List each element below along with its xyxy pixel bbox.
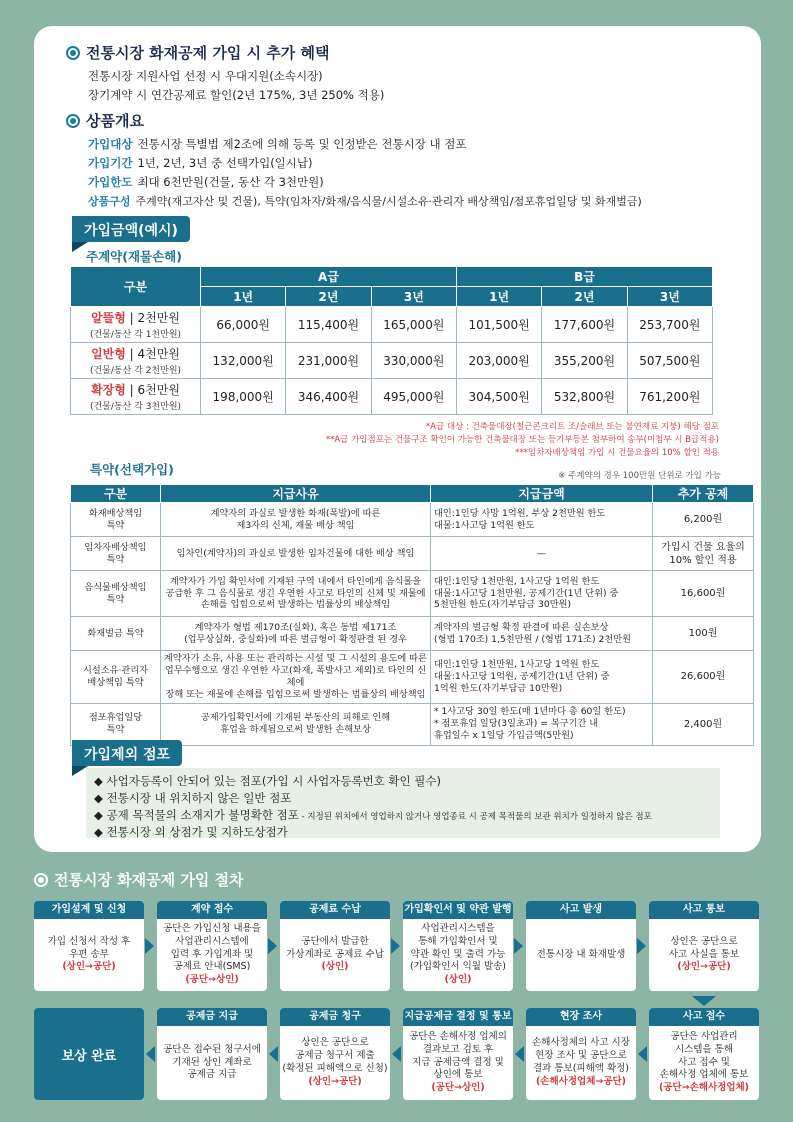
- step-body: [280, 1026, 390, 1100]
- benefits-title: 전통시장 화재공제 가입 시 추가 혜택: [66, 42, 329, 63]
- arrow-icon: [692, 996, 716, 1006]
- process-step: [526, 1008, 636, 1100]
- main-contract-title: 주계약(재물손해): [86, 249, 182, 264]
- rider-reason: 계약자가 소유, 사용 또는 관리하는 시설 및 그 시설의 용도에 따른 업무수행으로 생긴 우연한 사고(화재, 폭발사고 제외)로 타인의 신체에 장해 또는 재물에 손해를 입힘으로써 발생하는 법률상의 배상책임: [161, 651, 431, 704]
- rider-amount: 26,600원: [653, 651, 754, 704]
- step-body: [403, 1026, 513, 1100]
- table-note: *A급 대상 : 건축물대장(철근콘크리트 조/슬래브 또는 불연재료 지붕) 해당 점포: [425, 422, 719, 432]
- col-year: 3년: [371, 287, 456, 307]
- rider-name: 화재벌금 특약: [71, 617, 161, 651]
- step-body: [649, 919, 759, 991]
- step-text: 전통시장 내 화재발생: [536, 948, 626, 960]
- process-title: 전통시장 화재공제 가입 절차: [34, 869, 244, 890]
- step-text: 상인은 공단으로 사고 사실을 통보: [668, 935, 740, 960]
- process-step: [280, 1008, 390, 1100]
- col-grade-a: A급: [201, 267, 457, 287]
- rider-name: 임차자배상책임 특약: [71, 537, 161, 571]
- process-step: [157, 901, 267, 991]
- table-note: **A급 가입점포는 건물구조 확인이 가능한 건축물대장 또는 등기부등본 첨부하여 송부(미첨부 시 B급적용): [325, 435, 719, 445]
- step-title: 사고 통보: [649, 901, 759, 919]
- table-note: ***임차자배상책임 가입 시 건물요율의 10% 할인 적용: [515, 448, 719, 458]
- col-year: 1년: [456, 287, 541, 307]
- rider-name: 음식물배상책임 특약: [71, 571, 161, 617]
- rider-reason: 계약자의 과실로 발생한 화재(폭발)에 따른 제3자의 신체, 재물 배상 책임: [161, 503, 431, 537]
- overview-item: 가입기간 1년, 2년, 3년 중 선택가입(일시납): [88, 156, 313, 170]
- col-year: 1년: [201, 287, 286, 307]
- step-title: 현장 조사: [526, 1008, 636, 1026]
- step-text: 손해사정체의 사고 시장 현장 조사 및 공단으로 결과 통보(피해액 확정): [532, 1037, 630, 1074]
- arrow-icon: [638, 1046, 647, 1062]
- process-step: [157, 1008, 267, 1100]
- table-row: [71, 537, 754, 571]
- process-step: [403, 901, 513, 991]
- step-body: [526, 1026, 636, 1100]
- step-text: 공단은 접수된 청구서에 기재된 상인 계좌로 공제금 지급: [163, 1043, 261, 1081]
- step-direction: (상인): [321, 961, 349, 973]
- step-text: 공단은 손해사정 업체의 결과보고 검토 후 지급 공제금액 결정 및 상인에 통보: [409, 1030, 507, 1081]
- step-title: 사고 발생: [526, 901, 636, 919]
- exclusion-item: ◆ 공제 목적물의 소재지가 불명확한 점포 - 지정된 위치에서 영업하지 않거나 영업종료 시 공제 목적물의 보관 위치가 일정하지 않은 점포: [94, 808, 652, 822]
- step-direction: (상인→공단): [677, 961, 731, 973]
- overview-title: 상품개요: [66, 110, 144, 131]
- step-text: 공단에서 발급한 가상계좌로 공제료 수납: [286, 935, 384, 960]
- bullet-icon: [66, 46, 80, 60]
- process-step: [280, 901, 390, 991]
- arrow-icon: [145, 938, 154, 954]
- step-title: 가입확인서 및 약관 발행: [403, 901, 513, 919]
- step-text: 가입 신청서 작성 후 우편 송부: [47, 935, 131, 960]
- benefit-line: 장기계약 시 연간공제료 할인(2년 175%, 3년 250% 적용): [88, 88, 385, 102]
- overview-item: 가입대상 전통시장 특별법 제2조에 의해 등록 및 인정받은 전통시장 내 점포: [88, 137, 467, 151]
- overview-item: 상품구성 주계약(재고자산 및 건물), 특약(임차자/화재/음식물/시설소유·관리자 배상책임/점포휴업일당 및 화재벌금): [88, 195, 642, 208]
- exclusion-banner: 가입제외 점포: [72, 740, 182, 766]
- exclusion-item: ◆ 전통시장 내 위치하지 않은 일반 점포: [94, 791, 292, 805]
- step-text: 공단은 사업관리 시스템을 통해 사고 접수 및 손해사정 업체에 통보: [659, 1030, 749, 1081]
- step-title: 공제료 수납: [280, 901, 390, 919]
- arrow-icon: [268, 938, 277, 954]
- arrow-icon: [515, 1046, 524, 1062]
- step-title: 가입설계 및 신청: [34, 901, 144, 919]
- table-row: [71, 617, 754, 651]
- step-direction: (손해사정업체→공단): [535, 1075, 627, 1087]
- process-step: [526, 901, 636, 991]
- table-row: 알뜰형 | 2천만원 (건물/동산 각 1천만원) 66,000원 115,400원 165,000원 101,500원 177,600원 253,700원: [71, 307, 713, 343]
- exclusion-item: ◆ 사업자등록이 안되어 있는 점포(가입 시 사업자등록번호 확인 필수): [94, 774, 442, 788]
- process-step: [649, 901, 759, 991]
- bullet-icon: [66, 114, 80, 128]
- overview-item: 가입한도 최대 6천만원(건물, 동산 각 3천만원): [88, 175, 324, 189]
- rider-pay: 대인:1인당 사망 1억원, 부상 2천만원 한도 대물:1사고당 1억원 한도: [431, 503, 653, 537]
- step-direction: (공단→상인): [431, 1082, 485, 1094]
- info-card: [34, 26, 761, 852]
- step-body: [526, 919, 636, 991]
- rider-reason: 공제가입확인서에 기재된 부동산의 피해로 인해 휴업을 하게됨으로써 발생한 손해보상: [161, 703, 431, 745]
- step-text: 공단은 가입신청 내용을 사업관리시스템에 입력 후 가입계좌 및 공제료 안내(SMS): [163, 922, 261, 973]
- col-year: 2년: [286, 287, 371, 307]
- benefit-line: 전통시장 지원사업 선정 시 우대지원(소속시장): [88, 69, 323, 83]
- step-title: 사고 접수: [649, 1008, 759, 1026]
- step-direction: (공단→손해사정업체): [658, 1082, 750, 1094]
- rider-note: ※ 주계약의 경우 100만원 단위로 가입 가능: [558, 471, 721, 481]
- rider-amount: 6,200원: [653, 503, 754, 537]
- step-text: 사업관리시스템을 통해 가입확인서 및 약관 확인 및 출력 가능 (가입확인서 익월 발송): [409, 922, 507, 973]
- rider-name: 시설소유·관리자 배상책임 특약: [71, 651, 161, 704]
- step-direction: (상인): [444, 974, 472, 986]
- step-body: [280, 919, 390, 991]
- rider-pay: 계약자의 벌금형 확정 판결에 따른 실손보상 (형법 170조) 1,5천만원 / (형법 171조) 2천만원: [431, 617, 653, 651]
- table-row: 확장형 | 6천만원 (건물/동산 각 3천만원) 198,000원 346,400원 495,000원 304,500원 532,800원 761,200원: [71, 379, 713, 415]
- arrow-icon: [146, 1046, 155, 1062]
- amount-banner: 가입금액(예시): [72, 216, 190, 242]
- table-row: [71, 571, 754, 617]
- arrow-icon: [637, 938, 646, 954]
- step-title: 공제금 지급: [157, 1008, 267, 1026]
- table-row: [71, 503, 754, 537]
- arrow-icon: [514, 938, 523, 954]
- table-row: [71, 703, 754, 745]
- arrow-icon: [392, 1046, 401, 1062]
- rider-reason: 계약자가 형법 제170조(실화), 혹은 동법 제171조 (업무상실화, 중실화)에 따른 벌금형이 확정판결 된 경우: [161, 617, 431, 651]
- rider-pay: 대인:1인당 1천만원, 1사고당 1억원 한도 대물:1사고당 1천만원, 공제기간(1년 단위) 중 5천만원 한도(자기부담금 30만원): [431, 571, 653, 617]
- rider-pay: 대인:1인당 1천만원, 1사고당 1억원 한도 대물:1사고당 1억원, 공제기간(1년 단위) 중 1억원 한도(자기부담금 10만원): [431, 651, 653, 704]
- arrow-icon: [391, 938, 400, 954]
- step-body: [34, 919, 144, 991]
- step-title: 계약 접수: [157, 901, 267, 919]
- rider-pay: —: [431, 537, 653, 571]
- rider-amount: 100원: [653, 617, 754, 651]
- premium-table: [70, 266, 713, 415]
- rider-pay: * 1사고당 30일 한도(매 1년마다 총 60일 한도) * 점포휴업 일당(3일초과) = 복구기간 내 휴업일수 x 1일당 가입금액(5만원): [431, 703, 653, 745]
- step-text: 상인은 공단으로 공제금 청구서 제출 (확정된 피해액으로 신청): [282, 1037, 388, 1074]
- exclusion-item: ◆ 전통시장 외 상점가 및 지하도상점가: [94, 825, 288, 839]
- step-body: [157, 1026, 267, 1100]
- rider-name: 화재배상책임 특약: [71, 503, 161, 537]
- process-step: [34, 901, 144, 991]
- rider-reason: 임차인(계약자)의 과실로 발생한 임차건물에 대한 배상 책임: [161, 537, 431, 571]
- step-title: 공제금 청구: [280, 1008, 390, 1026]
- rider-amount: 2,400원: [653, 703, 754, 745]
- col-grade-b: B급: [456, 267, 712, 287]
- table-row: [71, 651, 754, 704]
- step-body: [403, 919, 513, 991]
- step-body: [649, 1026, 759, 1100]
- step-body: [157, 919, 267, 991]
- process-step: [403, 1008, 513, 1100]
- rider-name: 점포휴업일당 특약: [71, 703, 161, 745]
- rider-amount: 가입시 건물 요율의 10% 할인 적용: [653, 537, 754, 571]
- col-category: 구분: [71, 267, 201, 307]
- step-direction: (상인→공단): [62, 961, 116, 973]
- step-direction: (상인→공단): [308, 1075, 362, 1087]
- col-year: 2년: [542, 287, 627, 307]
- arrow-icon: [269, 1046, 278, 1062]
- step-direction: (공단→상인): [185, 974, 239, 986]
- bullet-icon: [34, 873, 48, 887]
- col-year: 3년: [627, 287, 712, 307]
- compensation-complete: 보상 완료: [34, 1008, 144, 1100]
- table-row: 일반형 | 4천만원 (건물/동산 각 2천만원) 132,000원 231,000원 330,000원 203,000원 355,200원 507,500원: [71, 343, 713, 379]
- rider-table: 구분 지급사유 지급금액 추가 공제 화재배상책임 특약 계약자의 과실로 발생한 화재(폭발)에 따른 제3자의 신체, 재물 배상 책임 대인:1인당 사망 1억원, 부상 2천만원 한도 대물:1사고당 1억원 한도 6,200원 임차자배상책임 특약 임차인(계약자)의 과실로 발생한 임차건물에 대한 배상 책임 — 가입시 건물 요율의 10% 할인 적용 음식물배상책임 특약 계약자가 가입 확인서에 기재된 구역 내에서 타인에게 음식물을 공급한 후 그 음식물로 생긴 우연한 사고로 타인의 신체 및 재물에 손해를 입힘으로써 발생하는 법률상의 배상책임 대인:1인당 1천만원, 1사고당 1억원 한도 대물:1사고당 1천만원, 공제기간(1년 단위) 중 5천만원 한도(자기부담금 30만원) 16,600원 화재벌금 특약 계약자가 형법 제170조(실화), 혹은 동법 제171조 (업무상실화, 중실화)에 따른 벌금형이 확정판결 된 경우 계약자의 벌금형 확정 판결에 따른 실손보상 (형법 170조) 1,5천만원 / (형법 171조) 2천만원 100원 시설소유·관리자 배상책임 특약 계약자가 소유, 사용 또는 관리하는 시설 및 그 시설의 용도에 따른 업무수행으로 생긴 우연한 사고(화재, 폭발사고 제외)로 타인의 신체에 장해 또는 재물에 손해를 입힘으로써 발생하는 법률상의 배상책임 대인:1인당 1천만원, 1사고당 1억원 한도 대물:1사고당 1억원, 공제기간(1년 단위) 중 1억원 한도(자기부담금 10만원) 26,600원 점포휴업일당 특약 공제가입확인서에 기재된 부동산의 피해로 인해 휴업을 하게됨으로써 발생한 손해보상 * 1사고당 30일 한도(매 1년마다 총 60일 한도) * 점포휴업 일당(3일초과) = 복구기간 내 휴업일수 x 1일당 가입금액(5만원) 2,400원: [70, 484, 754, 746]
- rider-title: 특약(선택가입): [90, 462, 174, 477]
- step-title: 지급공제금 결정 및 통보: [403, 1008, 513, 1026]
- rider-reason: 계약자가 가입 확인서에 기재된 구역 내에서 타인에게 음식물을 공급한 후 그 음식물로 생긴 우연한 사고로 타인의 신체 및 재물에 손해를 입힘으로써 발생하는 법률상의 배상책임: [161, 571, 431, 617]
- rider-amount: 16,600원: [653, 571, 754, 617]
- process-step: [649, 1008, 759, 1100]
